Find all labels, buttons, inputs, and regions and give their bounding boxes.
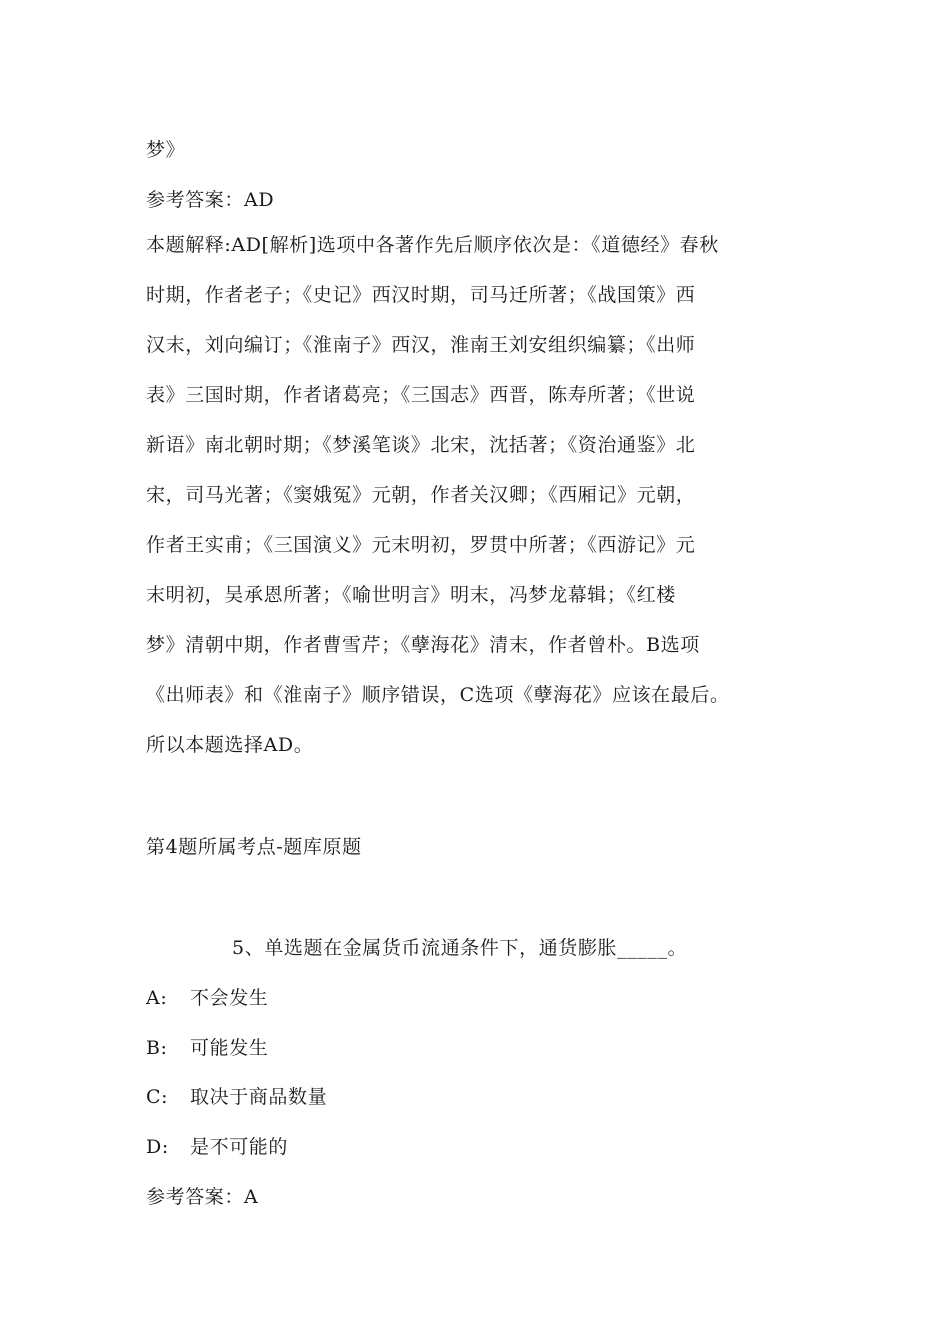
explanation-line: 作者王实甫；《三国演义》元末明初，罗贯中所著；《西游记》元 — [146, 534, 696, 556]
explanation-line: 表》三国时期，作者诸葛亮；《三国志》西晋，陈寿所著；《世说 — [146, 384, 696, 406]
reference-answer-q3: 参考答案：AD — [146, 189, 275, 211]
explanation-line: 本题解释:AD[解析]选项中各著作先后顺序依次是：《道德经》春秋 — [146, 234, 719, 256]
topic-heading-q4: 第4题所属考点-题库原题 — [146, 836, 362, 858]
explanation-line: 末明初，吴承恩所著；《喻世明言》明末，冯梦龙幕辑；《红楼 — [146, 584, 676, 606]
explanation-line: 时期，作者老子；《史记》西汉时期，司马迁所著；《战国策》西 — [146, 284, 696, 306]
option-b — [146, 1035, 268, 1061]
option-letter: D: — [146, 1136, 169, 1158]
explanation-line: 《出师表》和《淮南子》顺序错误，C选项《孽海花》应该在最后。 — [146, 684, 730, 706]
question-5-stem: 5、单选题在金属货币流通条件下，通货膨胀_____。 — [232, 937, 688, 959]
explanation-line: 汉末，刘向编订；《淮南子》西汉，淮南王刘安组织编纂；《出师 — [146, 334, 696, 356]
option-letter: C: — [146, 1086, 169, 1108]
option-text: 可能发生 — [190, 1037, 269, 1059]
reference-answer-q5: 参考答案：A — [146, 1186, 259, 1208]
option-d — [146, 1134, 288, 1160]
explanation-paragraph — [146, 232, 826, 782]
explanation-line: 梦》清朝中期，作者曹雪芹；《孽海花》清末，作者曾朴。B选项 — [146, 634, 700, 656]
explanation-line: 所以本题选择AD。 — [146, 734, 314, 756]
option-a — [146, 985, 268, 1011]
option-text: 是不可能的 — [190, 1136, 289, 1158]
option-letter: B: — [146, 1037, 168, 1059]
option-c — [146, 1084, 327, 1110]
option-text: 不会发生 — [190, 987, 269, 1009]
continued-text: 梦》 — [146, 139, 186, 161]
explanation-line: 宋，司马光著；《窦娥冤》元朝，作者关汉卿；《西厢记》元朝， — [146, 484, 696, 506]
option-text: 取决于商品数量 — [190, 1086, 328, 1108]
explanation-line: 新语》南北朝时期；《梦溪笔谈》北宋，沈括著；《资治通鉴》北 — [146, 434, 696, 456]
option-letter: A: — [146, 987, 168, 1009]
